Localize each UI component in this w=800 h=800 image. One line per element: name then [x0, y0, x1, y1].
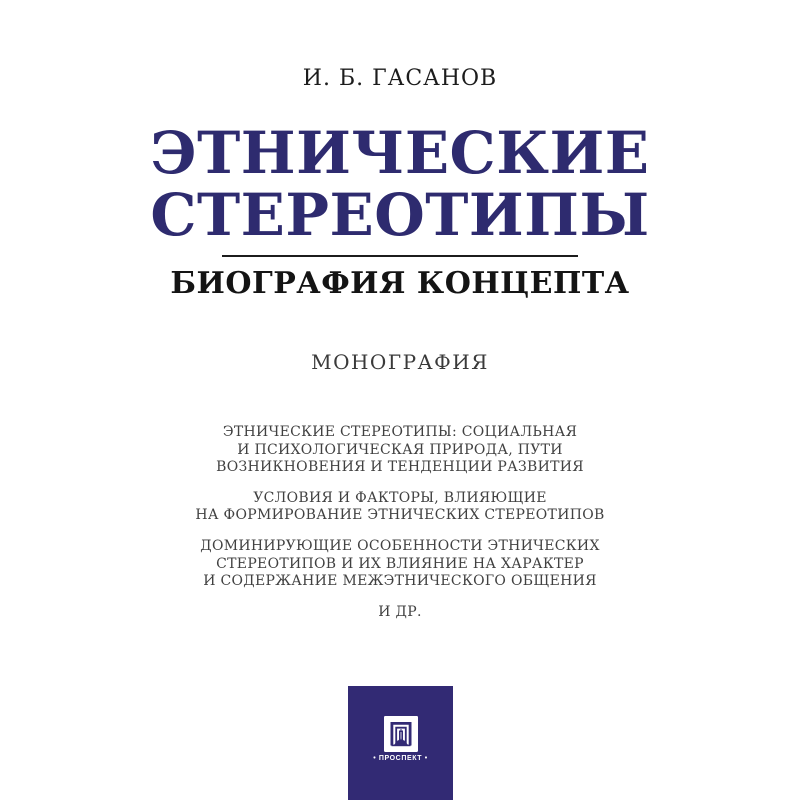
- topic-paragraph: [0, 538, 800, 591]
- topic-line: И ПСИХОЛОГИЧЕСКАЯ ПРИРОДА, ПУТИ: [237, 441, 563, 458]
- topic-line: НА ФОРМИРОВАНИЕ ЭТНИЧЕСКИХ СТЕРЕОТИПОВ: [195, 507, 605, 524]
- topic-line: ВОЗНИКНОВЕНИЯ И ТЕНДЕНЦИИ РАЗВИТИЯ: [216, 459, 584, 476]
- topic-paragraph: [0, 490, 800, 525]
- topic-paragraph: [0, 604, 800, 622]
- book-subtitle: БИОГРАФИЯ КОНЦЕПТА: [170, 266, 630, 301]
- edition-type-label: МОНОГРАФИЯ: [311, 350, 489, 374]
- topic-line: ЭТНИЧЕСКИЕ СТЕРЕОТИПЫ: СОЦИАЛЬНАЯ: [222, 424, 578, 440]
- book-title-line-1: ЭТНИЧЕСКИЕ: [150, 119, 650, 187]
- topic-paragraph: [0, 424, 800, 477]
- title-divider-rule: [222, 255, 578, 257]
- prospekt-gate-icon: [384, 716, 418, 752]
- topics-summary: [0, 424, 800, 634]
- book-title: [0, 119, 800, 249]
- topic-line: ДОМИНИРУЮЩИЕ ОСОБЕННОСТИ ЭТНИЧЕСКИХ: [200, 537, 600, 554]
- publisher-name: • ПРОСПЕКТ •: [373, 755, 428, 762]
- topic-line: УСЛОВИЯ И ФАКТОРЫ, ВЛИЯЮЩИЕ: [253, 489, 547, 506]
- topic-line: И СОДЕРЖАНИЕ МЕЖЭТНИЧЕСКОГО ОБЩЕНИЯ: [203, 573, 597, 590]
- book-title-line-2: СТЕРЕОТИПЫ: [150, 181, 650, 249]
- publisher-logo-block: [348, 686, 453, 800]
- topic-line: СТЕРЕОТИПОВ И ИХ ВЛИЯНИЕ НА ХАРАКТЕР: [216, 555, 584, 572]
- topic-line: И ДР.: [378, 603, 422, 620]
- author-name: И. Б. ГАСАНОВ: [302, 66, 498, 91]
